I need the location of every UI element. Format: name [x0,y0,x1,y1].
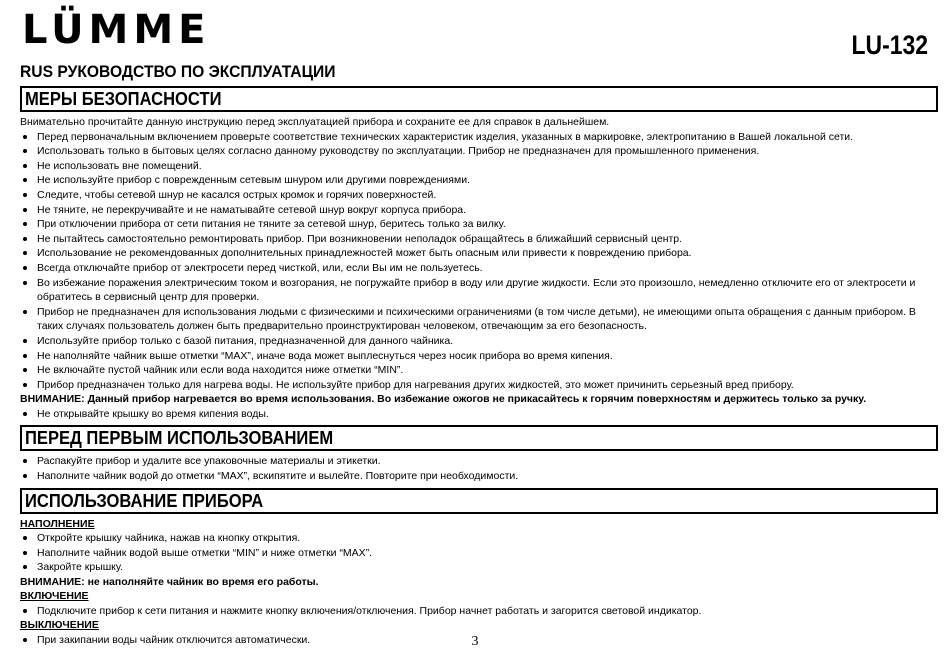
list-item: Не открывайте крышку во время кипения воды. [20,407,938,422]
list-item: Не использовать вне помещений. [20,159,938,174]
list-item: Закройте крышку. [20,560,938,575]
list-item: Перед первоначальным включением проверьте соответствие технических характеристик изделия, указанных в маркировке, электропитанию в Вашей локальной сети. [20,130,938,145]
section-title: МЕРЫ БЕЗОПАСНОСТИ [25,89,222,109]
document-title: RUS РУКОВОДСТВО ПО ЭКСПЛУАТАЦИИ [20,62,336,81]
section-title: ИСПОЛЬЗОВАНИЕ ПРИБОРА [25,490,264,511]
safety-intro: Внимательно прочитайте данную инструкцию перед эксплуатацией прибора и сохраните ее для справок в дальнейшем. [20,116,610,128]
list-item: Использовать только в бытовых целях согласно данному руководству по эксплуатации. Прибор не предназначен для промышленного применения. [20,144,938,159]
subsection-on-title: ВКЛЮЧЕНИЕ [20,590,89,603]
list-item: Откройте крышку чайника, нажав на кнопку открытия. [20,531,938,546]
list-item: Распакуйте прибор и удалите все упаковочные материалы и этикетки. [20,454,938,469]
list-item: Подключите прибор к сети питания и нажмите кнопку включения/отключения. Прибор начнет работать и загорится световой индикатор. [20,604,938,619]
filling-warning: ВНИМАНИЕ: не наполняйте чайник во время его работы. [20,575,319,588]
list-item: При закипании воды чайник отключится автоматически. [20,633,938,648]
list-item: Не пытайтесь самостоятельно ремонтировать прибор. При возникновении неполадок обращайтесь в ближайший сервисный центр. [20,232,938,247]
subsection-filling-title: НАПОЛНЕНИЕ [20,517,95,530]
list-item: Используйте прибор только с базой питания, предназначенной для данного чайника. [20,334,938,349]
list-item: Не включайте пустой чайник или если вода находится ниже отметки “MIN”. [20,363,938,378]
model-number: LU-132 [851,30,928,60]
list-item: При отключении прибора от сети питания не тяните за сетевой шнур, беритесь только за вилку. [20,217,938,232]
section-usage-header [20,488,938,514]
section-title: ПЕРЕД ПЕРВЫМ ИСПОЛЬЗОВАНИЕМ [25,428,334,449]
section-first-use-header [20,425,938,451]
list-item: Не наполняйте чайник выше отметки “MAX”, иначе вода может выплеснуться через носик прибора во время кипения. [20,349,938,364]
page-number: 3 [471,634,479,649]
brand-logo: LÜMME [22,7,211,53]
subsection-off-title: ВЫКЛЮЧЕНИЕ [20,619,99,632]
manual-content [20,62,938,647]
list-item: Всегда отключайте прибор от электросети перед чисткой, или, если Вы им не пользуетесь. [20,261,938,276]
list-item: Не тяните, не перекручивайте и не наматывайте сетевой шнур вокруг корпуса прибора. [20,203,938,218]
list-item: Наполните чайник водой до отметки “MAX”, вскипятите и вылейте. Повторите при необходимости. [20,469,938,484]
list-item: Прибор не предназначен для использования людьми с физическими и психическими ограничениями (в том числе детьми), не имеющими опыта обращения с данным прибором. В таких случаях пользователь должен быть предварительно проинструктирован человеком, отвечающим за его безопасность. [20,305,938,334]
list-item: Во избежание поражения электрическим током и возгорания, не погружайте прибор в воду или другие жидкости. Если это произошло, немедленно отключите его от электросети и обратитесь в сервисный центр для проверки. [20,276,938,305]
list-item: Использование не рекомендованных дополнительных принадлежностей может быть опасным или привести к повреждению прибора. [20,246,938,261]
section-safety-header [20,86,938,112]
list-item: Прибор предназначен только для нагрева воды. Не используйте прибор для нагревания других жидкостей, это может причинить серьезный вред прибору. [20,378,938,393]
list-item: Следите, чтобы сетевой шнур не касался острых кромок и горячих поверхностей. [20,188,938,203]
list-item: Не используйте прибор с поврежденным сетевым шнуром или другими повреждениями. [20,173,938,188]
list-item: Наполните чайник водой выше отметки “MIN” и ниже отметки “MAX”. [20,546,938,561]
safety-warning: ВНИМАНИЕ: Данный прибор нагревается во время использования. Во избежание ожогов не прикасайтесь к горячим поверхностям и держитесь только за ручку. [20,393,867,406]
